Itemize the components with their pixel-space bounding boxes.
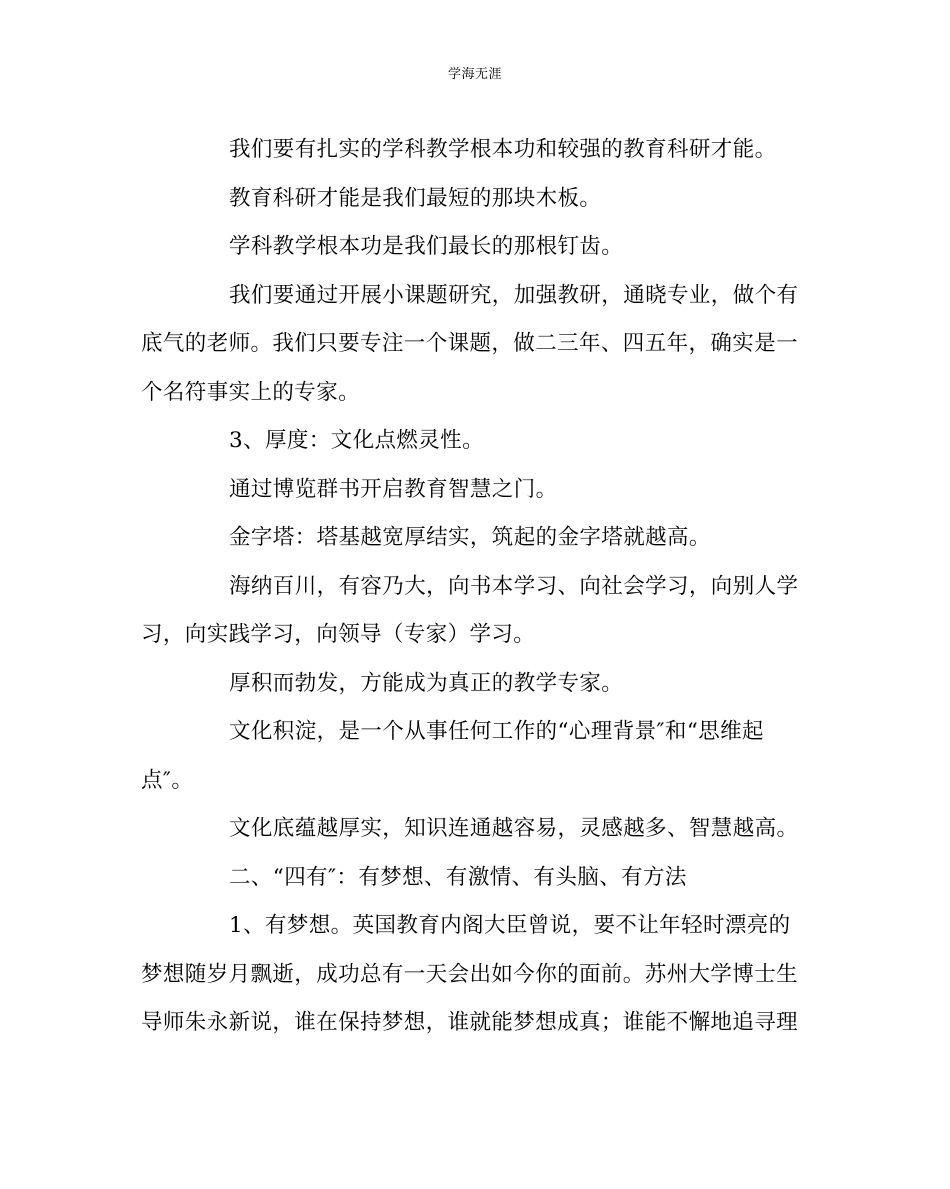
paragraph: 二、“四有″：有梦想、有激情、有头脑、有方法 [229,864,687,890]
paragraph: 教育科研才能是我们最短的那块木板。 [229,185,602,211]
paragraph: 厚积而勃发，方能成为真正的教学专家。 [229,670,624,696]
paragraph: 文化底蕴越厚实，知识连通越容易，灵感越多、智慧越高。 [229,816,799,841]
paragraph: 文化积淀，是一个从事任何工作的“心理背景″和“思维起点″。 [141,719,764,793]
paragraph: 通过博览群书开启教育智慧之门。 [229,476,558,502]
paragraph: 我们要通过开展小课题研究，加强教研，通晓专业，做个有底气的老师。我们只要专注一个课题，做二三年、四五年，确实是一个名符事实上的专家。 [141,282,799,405]
paragraph: 金字塔：塔基越宽厚结实，筑起的金字塔就越高。 [229,525,711,550]
paragraph: 3、厚度：文化点燃灵性。 [229,428,484,453]
page-header: 学海无涯 [447,67,502,82]
document-body [141,126,811,1048]
paragraph: 学科教学根本功是我们最长的那根钉齿。 [229,234,624,259]
paragraph: 海纳百川，有容乃大，向书本学习、向社会学习，向别人学习，向实践学习，向领导（专家）学习。 [141,573,799,647]
paragraph: 1、有梦想。英国教育内阁大臣曾说，要不让年轻时漂亮的梦想随岁月飘逝，成功总有一天会出如今你的面前。苏州大学博士生导师朱永新说，谁在保持梦想，谁就能梦想成真；谁能不懈地追寻理 [141,913,799,1035]
paragraph: 我们要有扎实的学科教学根本功和较强的教育科研才能。 [229,137,777,162]
